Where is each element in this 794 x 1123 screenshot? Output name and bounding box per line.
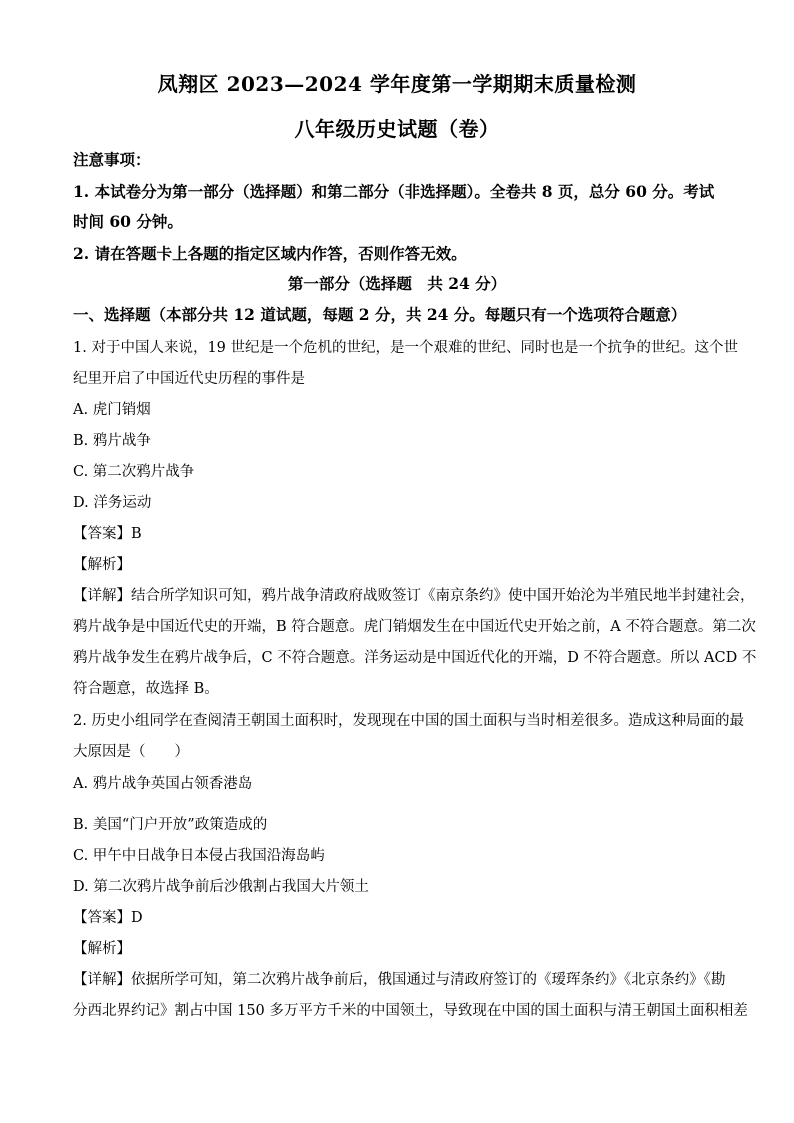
q2-detail: 【详解】依据所学可知，第二次鸦片战争前后，俄国通过与清政府签订的《瑷珲条约》《北京条约》《勘: [73, 972, 726, 988]
exam-subtitle: 八年级历史试题（卷）: [294, 117, 500, 141]
q2-option-c: C. 甲午中日战争日本侵占我国沿海岛屿: [73, 848, 325, 864]
q2-stem: 2. 历史小组同学在查阅清王朝国土面积时，发现现在中国的国土面积与当时相差很多。造成这种局面的最: [73, 713, 744, 729]
q1-option-c: C. 第二次鸦片战争: [73, 464, 195, 480]
q1-option-a: A. 虎门销烟: [73, 402, 151, 418]
notice-item-2: 2. 请在答题卡上各题的指定区域内作答，否则作答无效。: [73, 244, 467, 263]
q1-stem-cont: 纪里开启了中国近代史历程的事件是: [73, 371, 305, 387]
q1-detail-2: 鸦片战争是中国近代史的开端，B 符合题意。虎门销烟发生在中国近代史开始之前，A 不符合题意。第二次: [73, 619, 756, 635]
q2-option-b: B. 美国“门户开放”政策造成的: [73, 817, 268, 833]
q2-analysis-label: 【解析】: [73, 941, 131, 957]
notice-heading: 注意事项：: [73, 150, 151, 169]
q1-stem: 1. 对于中国人来说，19 世纪是一个危机的世纪，是一个艰难的世纪、同时也是一个抗争的世纪。这个世: [73, 340, 738, 356]
q2-option-d: D. 第二次鸦片战争前后沙俄割占我国大片领土: [73, 879, 369, 895]
q1-detail-4: 符合题意，故选择 B。: [73, 681, 219, 697]
q1-analysis-label: 【解析】: [73, 557, 131, 573]
q2-stem-cont: 大原因是（ ）: [73, 744, 189, 760]
part1-heading: 第一部分（选择题 共 24 分）: [287, 274, 507, 293]
q1-detail-3: 鸦片战争发生在鸦片战争后，C 不符合题意。洋务运动是中国近代化的开端，D 不符合题意。所以 ACD 不: [73, 650, 757, 666]
q1-option-b: B. 鸦片战争: [73, 433, 151, 449]
q2-answer: 【答案】D: [73, 910, 143, 926]
q1-answer: 【答案】B: [73, 526, 142, 542]
notice-item-1: 1. 本试卷分为第一部分（选择题）和第二部分（非选择题）。全卷共 8 页，总分 60 分。考试: [73, 182, 715, 201]
section1-heading: 一、选择题（本部分共 12 道试题，每题 2 分，共 24 分。每题只有一个选项符合题意）: [73, 305, 687, 324]
notice-item-1-cont: 时间 60 分钟。: [73, 212, 183, 231]
q1-option-d: D. 洋务运动: [73, 495, 152, 511]
q2-option-a: A. 鸦片战争英国占领香港岛: [73, 776, 253, 792]
exam-title: 凤翔区 2023—2024 学年度第一学期期末质量检测: [157, 72, 637, 96]
q1-detail: 【详解】结合所学知识可知，鸦片战争清政府战败签订《南京条约》使中国开始沦为半殖民地半封建社会，: [73, 588, 755, 604]
q2-detail-2: 分西北界约记》割占中国 150 多万平方千米的中国领土，导致现在中国的国土面积与清王朝国土面积相差: [73, 1003, 748, 1019]
